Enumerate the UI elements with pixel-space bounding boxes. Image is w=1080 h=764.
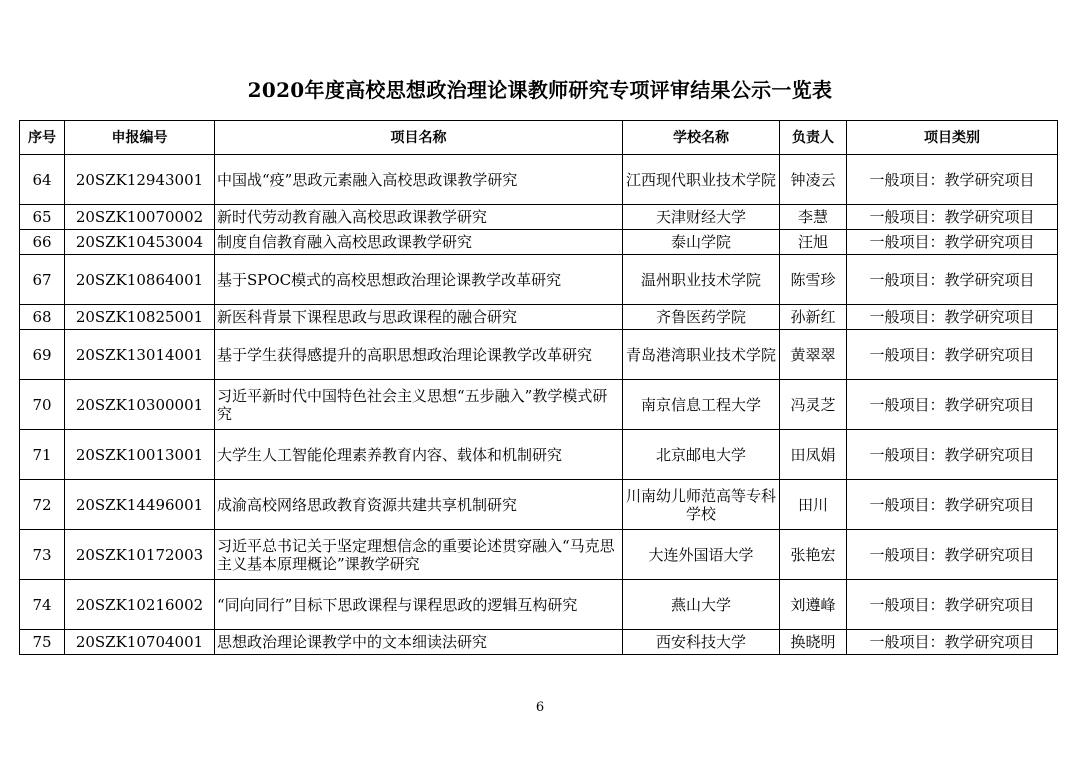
cell-school: 天津财经大学 bbox=[623, 205, 780, 230]
cell-category: 一般项目：教学研究项目 bbox=[847, 205, 1058, 230]
cell-category: 一般项目：教学研究项目 bbox=[847, 230, 1058, 255]
table-row bbox=[20, 530, 1058, 580]
cell-owner: 汪旭 bbox=[780, 230, 847, 255]
cell-code: 20SZK10825001 bbox=[65, 305, 215, 330]
table-row bbox=[20, 580, 1058, 630]
cell-code: 20SZK10172003 bbox=[65, 530, 215, 580]
cell-owner: 钟凌云 bbox=[780, 155, 847, 205]
table-row bbox=[20, 330, 1058, 380]
cell-seq: 69 bbox=[20, 330, 65, 380]
cell-seq: 70 bbox=[20, 380, 65, 430]
cell-project-name: “同向同行”目标下思政课程与课程思政的逻辑互构研究 bbox=[215, 580, 623, 630]
cell-category: 一般项目：教学研究项目 bbox=[847, 530, 1058, 580]
table-row bbox=[20, 230, 1058, 255]
cell-owner: 刘遵峰 bbox=[780, 580, 847, 630]
cell-category: 一般项目：教学研究项目 bbox=[847, 305, 1058, 330]
cell-category: 一般项目：教学研究项目 bbox=[847, 255, 1058, 305]
cell-seq: 75 bbox=[20, 630, 65, 655]
cell-code: 20SZK10070002 bbox=[65, 205, 215, 230]
cell-code: 20SZK13014001 bbox=[65, 330, 215, 380]
cell-project-name: 习近平新时代中国特色社会主义思想“五步融入”教学模式研究 bbox=[215, 380, 623, 430]
cell-category: 一般项目：教学研究项目 bbox=[847, 155, 1058, 205]
cell-seq: 72 bbox=[20, 480, 65, 530]
cell-owner: 冯灵芝 bbox=[780, 380, 847, 430]
header-seq: 序号 bbox=[20, 121, 65, 155]
cell-school: 泰山学院 bbox=[623, 230, 780, 255]
cell-owner: 孙新红 bbox=[780, 305, 847, 330]
cell-seq: 73 bbox=[20, 530, 65, 580]
cell-owner: 换晓明 bbox=[780, 630, 847, 655]
cell-category: 一般项目：教学研究项目 bbox=[847, 480, 1058, 530]
cell-school: 齐鲁医药学院 bbox=[623, 305, 780, 330]
cell-project-name: 基于学生获得感提升的高职思想政治理论课教学改革研究 bbox=[215, 330, 623, 380]
cell-school: 北京邮电大学 bbox=[623, 430, 780, 480]
cell-school: 江西现代职业技术学院 bbox=[623, 155, 780, 205]
cell-owner: 田凤娟 bbox=[780, 430, 847, 480]
cell-project-name: 制度自信教育融入高校思政课教学研究 bbox=[215, 230, 623, 255]
cell-school: 西安科技大学 bbox=[623, 630, 780, 655]
table-row bbox=[20, 255, 1058, 305]
header-code: 申报编号 bbox=[65, 121, 215, 155]
cell-school: 温州职业技术学院 bbox=[623, 255, 780, 305]
cell-seq: 67 bbox=[20, 255, 65, 305]
table-row bbox=[20, 305, 1058, 330]
cell-school: 川南幼儿师范高等专科学校 bbox=[623, 480, 780, 530]
cell-category: 一般项目：教学研究项目 bbox=[847, 330, 1058, 380]
cell-seq: 71 bbox=[20, 430, 65, 480]
cell-seq: 66 bbox=[20, 230, 65, 255]
cell-code: 20SZK10704001 bbox=[65, 630, 215, 655]
cell-category: 一般项目：教学研究项目 bbox=[847, 430, 1058, 480]
table-row bbox=[20, 205, 1058, 230]
cell-owner: 李慧 bbox=[780, 205, 847, 230]
cell-project-name: 思想政治理论课教学中的文本细读法研究 bbox=[215, 630, 623, 655]
cell-project-name: 大学生人工智能伦理素养教育内容、载体和机制研究 bbox=[215, 430, 623, 480]
cell-project-name: 习近平总书记关于坚定理想信念的重要论述贯穿融入“马克思主义基本原理概论”课教学研究 bbox=[215, 530, 623, 580]
cell-school: 大连外国语大学 bbox=[623, 530, 780, 580]
cell-project-name: 新医科背景下课程思政与思政课程的融合研究 bbox=[215, 305, 623, 330]
cell-school: 燕山大学 bbox=[623, 580, 780, 630]
table-row bbox=[20, 430, 1058, 480]
header-school: 学校名称 bbox=[623, 121, 780, 155]
page-title: 2020年度高校思想政治理论课教师研究专项评审结果公示一览表 bbox=[247, 78, 833, 102]
cell-seq: 64 bbox=[20, 155, 65, 205]
cell-seq: 65 bbox=[20, 205, 65, 230]
cell-code: 20SZK10013001 bbox=[65, 430, 215, 480]
results-table bbox=[19, 120, 1058, 655]
cell-project-name: 成渝高校网络思政教育资源共建共享机制研究 bbox=[215, 480, 623, 530]
table-row bbox=[20, 380, 1058, 430]
cell-school: 青岛港湾职业技术学院 bbox=[623, 330, 780, 380]
table-header-row bbox=[20, 121, 1058, 155]
table-row bbox=[20, 155, 1058, 205]
cell-project-name: 中国战“疫”思政元素融入高校思政课教学研究 bbox=[215, 155, 623, 205]
cell-school: 南京信息工程大学 bbox=[623, 380, 780, 430]
cell-code: 20SZK10300001 bbox=[65, 380, 215, 430]
cell-project-name: 基于SPOC模式的高校思想政治理论课教学改革研究 bbox=[215, 255, 623, 305]
cell-code: 20SZK10864001 bbox=[65, 255, 215, 305]
cell-owner: 黄翠翠 bbox=[780, 330, 847, 380]
cell-seq: 74 bbox=[20, 580, 65, 630]
cell-owner: 张艳宏 bbox=[780, 530, 847, 580]
cell-category: 一般项目：教学研究项目 bbox=[847, 380, 1058, 430]
cell-code: 20SZK10453004 bbox=[65, 230, 215, 255]
cell-code: 20SZK12943001 bbox=[65, 155, 215, 205]
cell-owner: 田川 bbox=[780, 480, 847, 530]
header-project-name: 项目名称 bbox=[215, 121, 623, 155]
cell-code: 20SZK14496001 bbox=[65, 480, 215, 530]
header-category: 项目类别 bbox=[847, 121, 1058, 155]
cell-seq: 68 bbox=[20, 305, 65, 330]
table-row bbox=[20, 480, 1058, 530]
table-row bbox=[20, 630, 1058, 655]
cell-code: 20SZK10216002 bbox=[65, 580, 215, 630]
cell-project-name: 新时代劳动教育融入高校思政课教学研究 bbox=[215, 205, 623, 230]
cell-owner: 陈雪珍 bbox=[780, 255, 847, 305]
page-number: 6 bbox=[535, 700, 545, 715]
cell-category: 一般项目：教学研究项目 bbox=[847, 630, 1058, 655]
header-owner: 负责人 bbox=[780, 121, 847, 155]
cell-category: 一般项目：教学研究项目 bbox=[847, 580, 1058, 630]
